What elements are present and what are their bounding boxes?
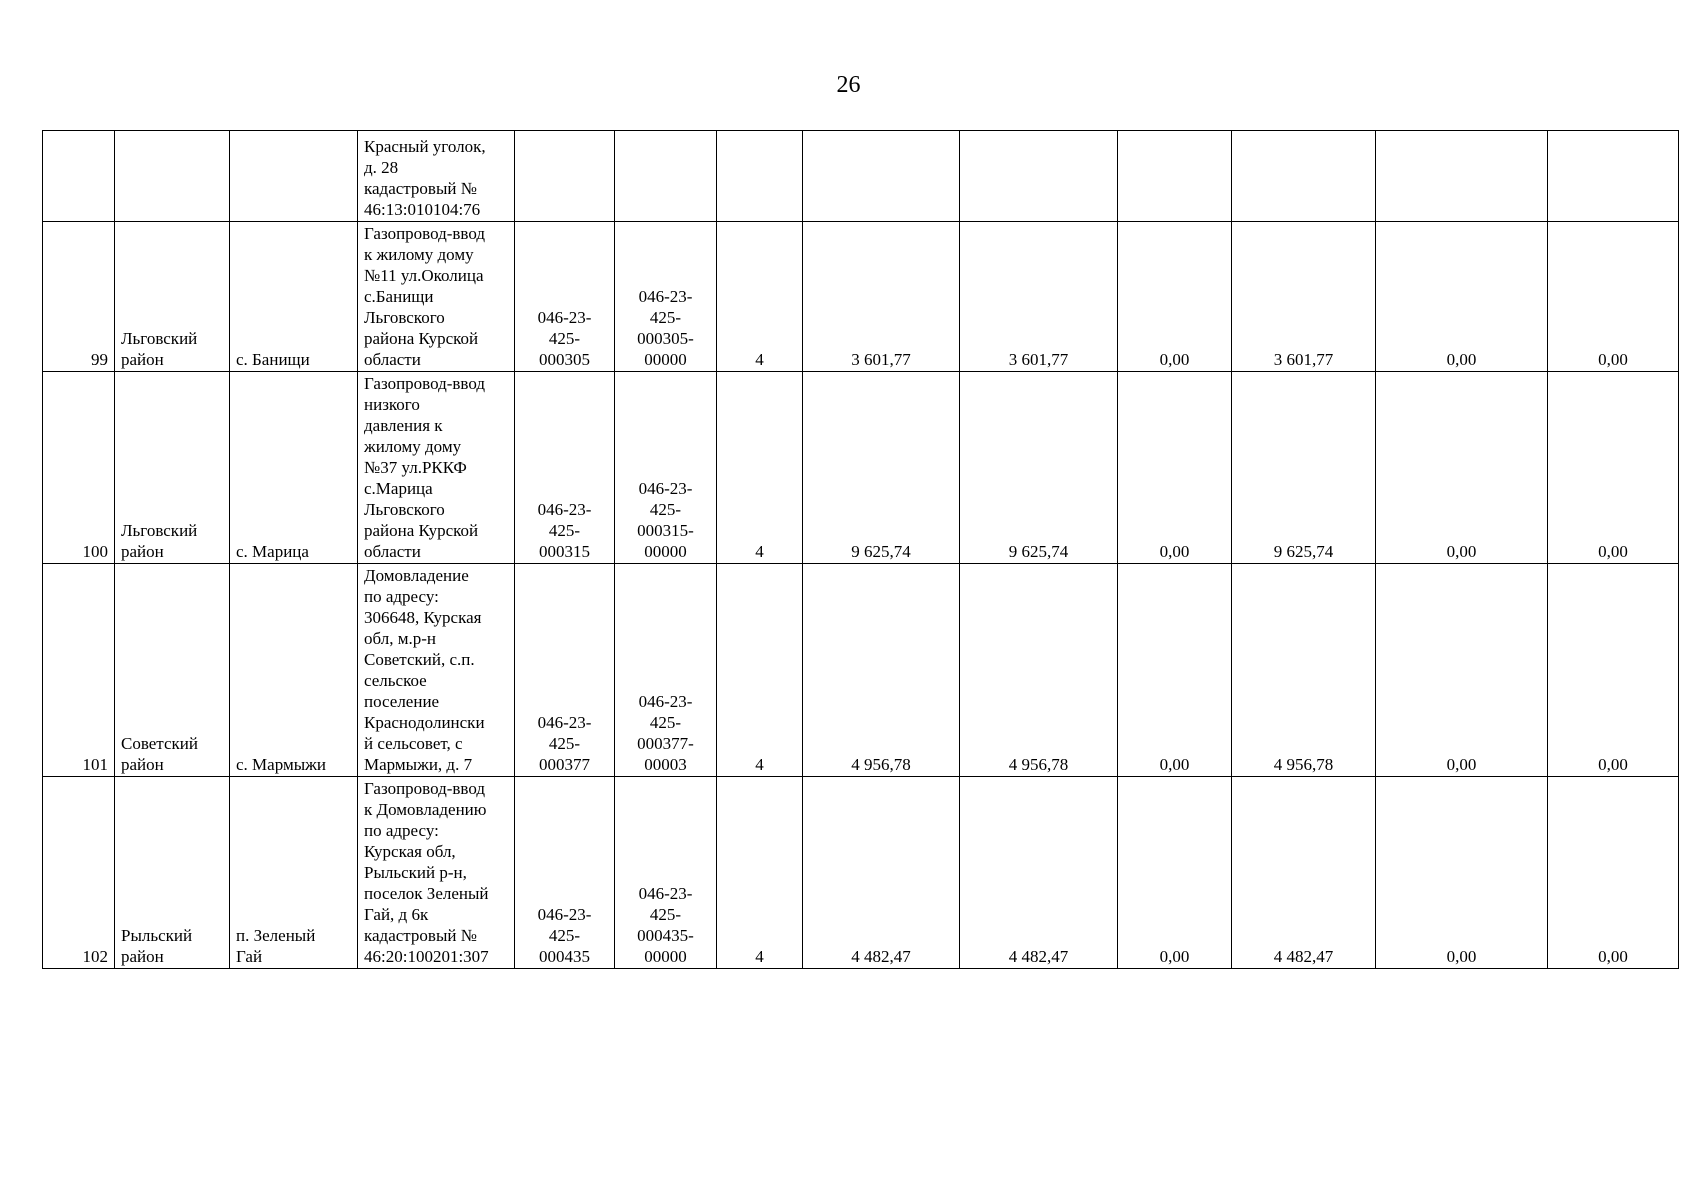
value-cell-4	[1232, 131, 1376, 222]
quantity-cell	[717, 131, 803, 222]
quantity-cell: 4	[717, 222, 803, 372]
value-cell-5	[1376, 131, 1548, 222]
value-cell-1: 4 956,78	[803, 564, 960, 777]
value-cell-5: 0,00	[1376, 777, 1548, 969]
value-cell-6: 0,00	[1548, 372, 1679, 564]
value-cell-2: 4 482,47	[960, 777, 1118, 969]
row-number-cell: 102	[43, 777, 115, 969]
quantity-cell: 4	[717, 372, 803, 564]
locality-cell	[230, 131, 358, 222]
full-code-cell: 046-23- 425- 000305- 00000	[615, 222, 717, 372]
district-cell	[115, 131, 230, 222]
value-cell-2	[960, 131, 1118, 222]
district-cell: Льговский район	[115, 222, 230, 372]
row-number-cell	[43, 131, 115, 222]
code-cell: 046-23- 425- 000377	[515, 564, 615, 777]
row-number-cell: 100	[43, 372, 115, 564]
full-code-cell	[615, 131, 717, 222]
district-cell: Льговский район	[115, 372, 230, 564]
page-number: 26	[836, 72, 861, 98]
table-row	[43, 222, 1679, 372]
full-code-cell: 046-23- 425- 000435- 00000	[615, 777, 717, 969]
value-cell-4: 4 956,78	[1232, 564, 1376, 777]
code-cell: 046-23- 425- 000315	[515, 372, 615, 564]
quantity-cell: 4	[717, 564, 803, 777]
full-code-cell: 046-23- 425- 000377- 00003	[615, 564, 717, 777]
value-cell-3: 0,00	[1118, 564, 1232, 777]
value-cell-6: 0,00	[1548, 777, 1679, 969]
locality-cell: п. Зеленый Гай	[230, 777, 358, 969]
value-cell-6	[1548, 131, 1679, 222]
value-cell-1: 3 601,77	[803, 222, 960, 372]
value-cell-2: 3 601,77	[960, 222, 1118, 372]
value-cell-3: 0,00	[1118, 777, 1232, 969]
value-cell-4: 4 482,47	[1232, 777, 1376, 969]
value-cell-5: 0,00	[1376, 222, 1548, 372]
code-cell: 046-23- 425- 000305	[515, 222, 615, 372]
row-number-cell: 99	[43, 222, 115, 372]
value-cell-2: 9 625,74	[960, 372, 1118, 564]
full-code-cell: 046-23- 425- 000315- 00000	[615, 372, 717, 564]
value-cell-4: 3 601,77	[1232, 222, 1376, 372]
value-cell-5: 0,00	[1376, 372, 1548, 564]
value-cell-6: 0,00	[1548, 564, 1679, 777]
value-cell-6: 0,00	[1548, 222, 1679, 372]
district-cell: Рыльский район	[115, 777, 230, 969]
description-cell: Красный уголок, д. 28 кадастровый № 46:13:010104:76	[358, 131, 515, 222]
row-number-cell: 101	[43, 564, 115, 777]
value-cell-3: 0,00	[1118, 372, 1232, 564]
description-cell: Газопровод-ввод низкого давления к жилому дому №37 ул.РККФ с.Марица Льговского района Курской области	[358, 372, 515, 564]
table-row	[43, 564, 1679, 777]
value-cell-1	[803, 131, 960, 222]
value-cell-5: 0,00	[1376, 564, 1548, 777]
description-cell: Газопровод-ввод к жилому дому №11 ул.Околица с.Банищи Льговского района Курской области	[358, 222, 515, 372]
value-cell-4: 9 625,74	[1232, 372, 1376, 564]
locality-cell: с. Банищи	[230, 222, 358, 372]
value-cell-3: 0,00	[1118, 222, 1232, 372]
table-row	[43, 777, 1679, 969]
table-row	[43, 372, 1679, 564]
locality-cell: с. Мармыжи	[230, 564, 358, 777]
value-cell-1: 9 625,74	[803, 372, 960, 564]
quantity-cell: 4	[717, 777, 803, 969]
description-cell: Газопровод-ввод к Домовладению по адресу: Курская обл, Рыльский р-н, поселок Зеленый Гай, д 6к кадастровый № 46:20:100201:307	[358, 777, 515, 969]
value-cell-3	[1118, 131, 1232, 222]
code-cell	[515, 131, 615, 222]
value-cell-1: 4 482,47	[803, 777, 960, 969]
locality-cell: с. Марица	[230, 372, 358, 564]
code-cell: 046-23- 425- 000435	[515, 777, 615, 969]
data-table	[42, 130, 1679, 969]
description-cell: Домовладение по адресу: 306648, Курская обл, м.р-н Советский, с.п. сельское поселение Краснодолински й сельсовет, с Мармыжи, д. 7	[358, 564, 515, 777]
district-cell: Советский район	[115, 564, 230, 777]
table-row	[43, 131, 1679, 222]
value-cell-2: 4 956,78	[960, 564, 1118, 777]
